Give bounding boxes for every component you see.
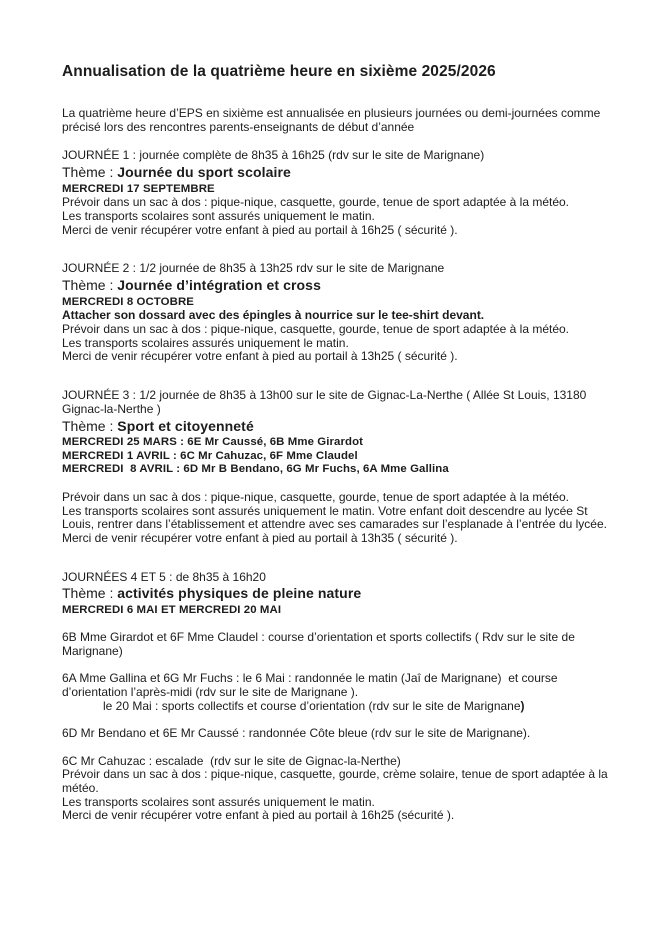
journees-4-5-header: JOURNÉES 4 ET 5 : de 8h35 à 16h20 (62, 569, 266, 584)
group-6d-6e: 6D Mr Bendano et 6E Mr Caussé : randonnée Côte bleue (rdv sur le site de Marignane). (62, 726, 531, 741)
group-6a-6g-20-mai-paren: ) (520, 698, 525, 713)
document-title: Annualisation de la quatrième heure en sixième 2025/2026 (62, 63, 496, 80)
journees-4-5-line-prevoir: Prévoir dans un sac à dos : pique-nique, casquette, gourde, crème solaire, tenue de sport adaptée à la météo. (62, 767, 612, 795)
journees-4-5-line-merci: Merci de venir récupérer votre enfant à pied au portail à 16h25 (sécurité ). (62, 808, 455, 823)
journee-2-line-prevoir: Prévoir dans un sac à dos : pique-nique, casquette, gourde, tenue de sport adaptée à la météo. (62, 322, 570, 337)
journees-4-5-date: MERCREDI 6 MAI ET MERCREDI 20 MAI (62, 603, 282, 616)
journee-3-date-1-avril: MERCREDI 1 AVRIL : 6C Mr Cahuzac, 6F Mme Claudel (62, 449, 358, 462)
theme-title: Journée du sport scolaire (117, 164, 291, 181)
theme-title: Sport et citoyenneté (117, 417, 254, 434)
journee-1-line-transports: Les transports scolaires sont assurés uniquement le matin. (62, 209, 375, 224)
journee-1-header: JOURNÉE 1 : journée complète de 8h35 à 16h25 (rdv sur le site de Marignane) (62, 148, 485, 163)
journees-4-5-theme (62, 585, 618, 603)
journee-1-line-merci: Merci de venir récupérer votre enfant à pied au portail à 16h25 ( sécurité ). (62, 222, 458, 237)
section-journee-1 (62, 149, 618, 237)
theme-label: Thème : (62, 277, 118, 294)
section-journee-2 (62, 262, 618, 364)
theme-label: Thème : (62, 417, 118, 434)
journee-3-line-prevoir: Prévoir dans un sac à dos : pique-nique, casquette, gourde, tenue de sport adaptée à la météo. (62, 489, 570, 504)
group-6a-6g-20-mai-text: le 20 Mai : sports collectifs et course d’orientation (rdv sur le site de Marignane (103, 698, 521, 713)
group-6b-6f: 6B Mme Girardot et 6F Mme Claudel : course d’orientation et sports collectifs ( Rdv sur le site de Marignane) (62, 630, 579, 658)
section-journee-3 (62, 389, 618, 546)
intro-paragraph: La quatrième heure d’EPS en sixième est annualisée en plusieurs journées ou demi-journées comme précisé lors des rencontres parents-enseignants de début d’année (62, 106, 604, 134)
journee-2-header: JOURNÉE 2 : 1/2 journée de 8h35 à 13h25 rdv sur le site de Marignane (62, 261, 445, 276)
journee-3-line-transports: Les transports scolaires sont assurés uniquement le matin. Votre enfant doit descendre au lycée St Louis, rentrer dans l’établissement et attendre avec ses camarades sur l’esplanade à l’entrée du lycée. (62, 503, 607, 532)
journee-1-date: MERCREDI 17 SEPTEMBRE (62, 182, 215, 195)
journees-4-5-line-transports: Les transports scolaires sont assurés uniquement le matin. (62, 794, 375, 809)
journee-3-header: JOURNÉE 3 : 1/2 journée de 8h35 à 13h00 sur le site de Gignac-La-Nerthe ( Allée St Louis, 13180 Gignac-la-Nerthe ) (62, 388, 590, 416)
journee-2-warning-dossard: Attacher son dossard avec des épingles à nourrice sur le tee-shirt devant. (62, 308, 485, 323)
journee-3-date-25-mars: MERCREDI 25 MARS : 6E Mr Caussé, 6B Mme Girardot (62, 436, 364, 449)
journee-1-theme (62, 164, 618, 182)
journee-2-line-transports: Les transports scolaires assurés uniquement le matin. (62, 335, 349, 350)
theme-title: Journée d’intégration et cross (117, 277, 321, 294)
group-6a-6g: 6A Mme Gallina et 6G Mr Fuchs : le 6 Mai : randonnée le matin (Jaî de Marignane) et course d’orientation l’après-midi (rdv sur le site de Marignane ). (62, 671, 561, 700)
journee-3-line-merci: Merci de venir récupérer votre enfant à pied au portail à 13h35 ( sécurité ). (62, 530, 458, 545)
journee-1-line-prevoir: Prévoir dans un sac à dos : pique-nique, casquette, gourde, tenue de sport adaptée à la météo. (62, 195, 570, 210)
theme-label: Thème : (62, 164, 118, 181)
group-6a-6g-20-mai (103, 700, 618, 714)
group-6c: 6C Mr Cahuzac : escalade (rdv sur le site de Gignac-la-Nerthe) (62, 753, 401, 768)
theme-title: activités physiques de pleine nature (117, 585, 362, 602)
journee-3-date-8-avril: MERCREDI 8 AVRIL : 6D Mr B Bendano, 6G Mr Fuchs, 6A Mme Gallina (62, 463, 449, 476)
journee-2-date: MERCREDI 8 OCTOBRE (62, 295, 194, 308)
theme-label: Thème : (62, 585, 118, 602)
section-journees-4-5 (62, 571, 618, 823)
journee-2-line-merci: Merci de venir récupérer votre enfant à pied au portail à 13h25 ( sécurité ). (62, 349, 458, 364)
journee-3-theme (62, 418, 618, 436)
journee-2-theme (62, 277, 618, 295)
